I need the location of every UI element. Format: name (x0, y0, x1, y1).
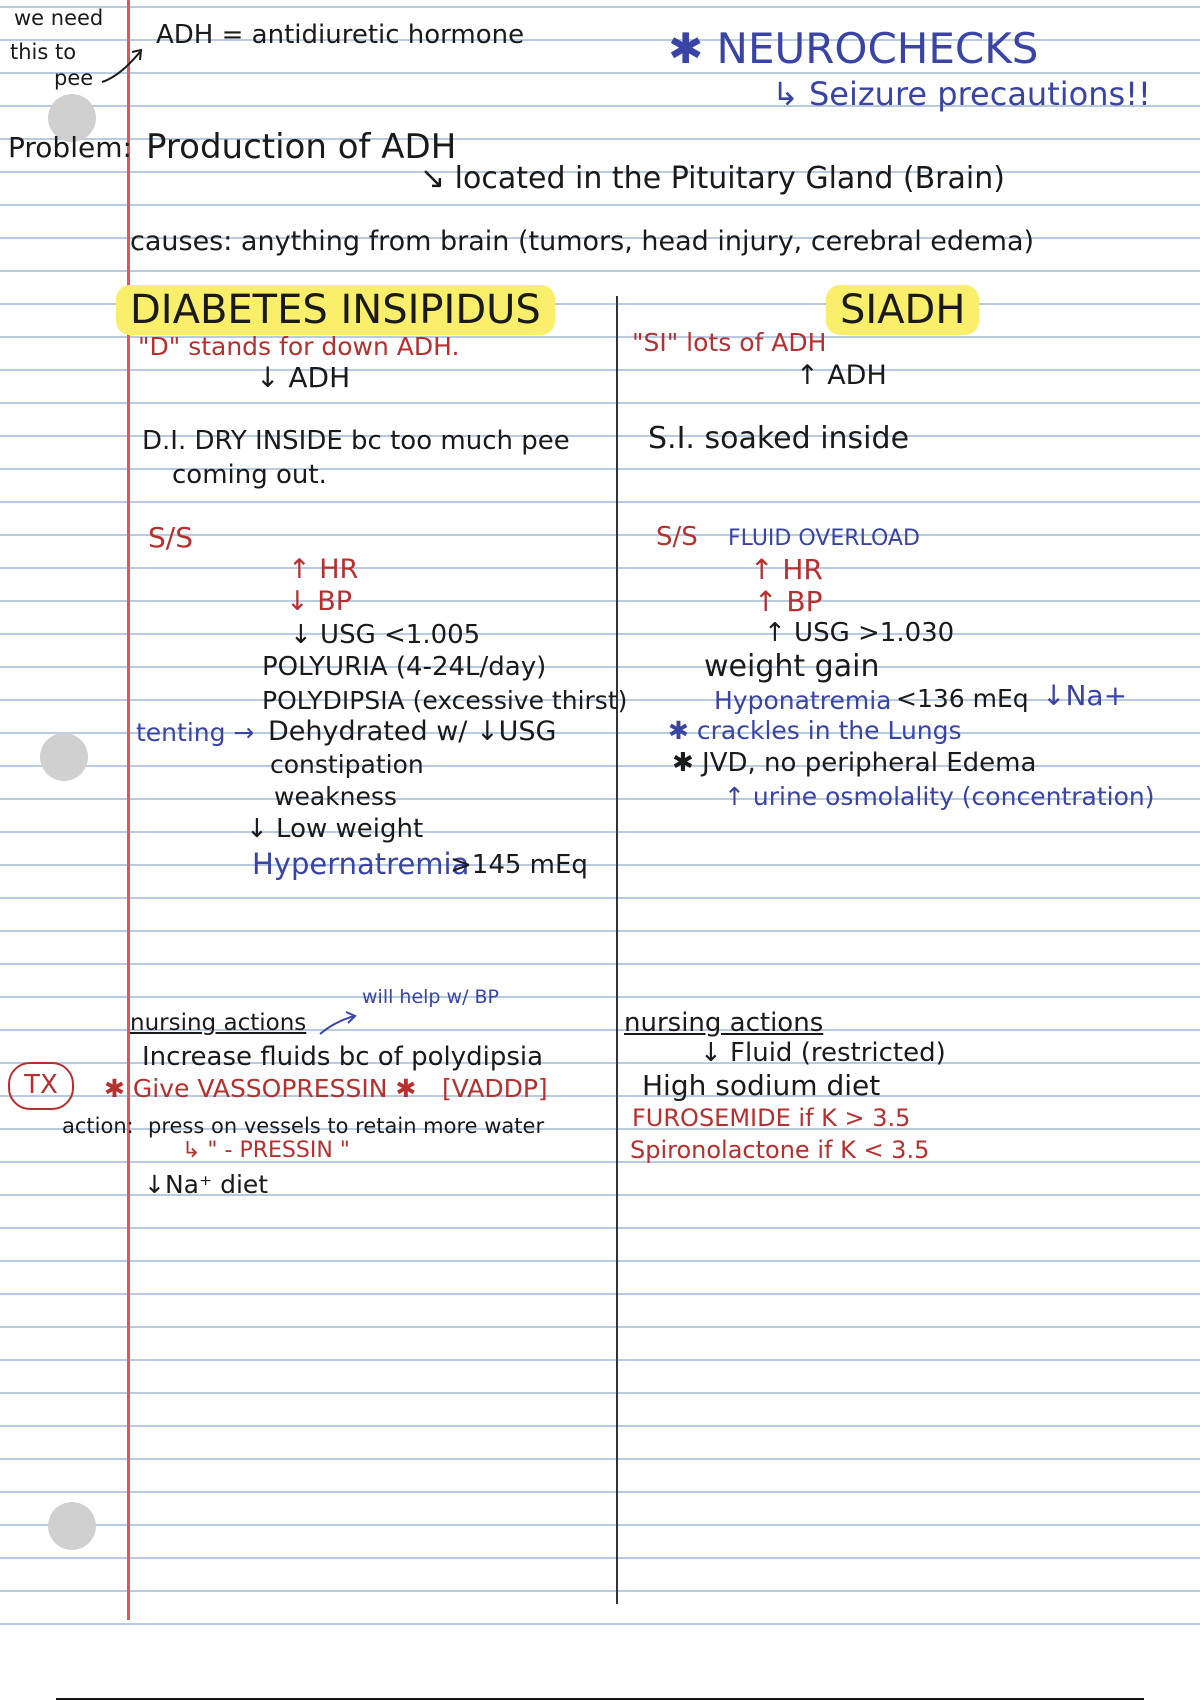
vaddp-mnemonic: [VADDP] (442, 1074, 548, 1103)
siadh-title (826, 287, 979, 333)
column-divider (616, 296, 618, 1604)
tenting-note: tenting → (136, 718, 255, 747)
siadh-hyponatremia-value: <136 mEq (896, 684, 1029, 713)
press-on-vessels: press on vessels to retain more water (148, 1114, 545, 1138)
siadh-weight-gain: weight gain (704, 649, 880, 684)
tx-badge: TX (8, 1062, 74, 1110)
arrow-icon (316, 1008, 360, 1038)
siadh-hr: ↑ HR (750, 553, 823, 586)
adh-definition: ADH = antidiuretic hormone (156, 20, 525, 50)
di-polyuria: POLYURIA (4-24L/day) (262, 652, 547, 682)
di-increase-fluids: Increase fluids bc of polydipsia (142, 1042, 544, 1072)
causes-text: causes: anything from brain (tumors, head injury, cerebral edema) (130, 226, 1035, 257)
di-usg: ↓ USG <1.005 (290, 620, 481, 650)
pituitary-location: ↘ located in the Pituitary Gland (Brain) (420, 161, 1005, 196)
di-hr: ↑ HR (288, 554, 359, 585)
siadh-up-adh: ↑ ADH (796, 360, 887, 391)
siadh-jvd: ✱ JVD, no peripheral Edema (672, 748, 1037, 778)
seizure-precautions: ↳ Seizure precautions!! (772, 75, 1151, 113)
siadh-urine-osmolality: ↑ urine osmolality (concentration) (724, 782, 1155, 811)
action-label: action: (62, 1114, 134, 1138)
si-lots-of-adh: "SI" lots of ADH (632, 328, 827, 357)
will-help-note: will help w/ BP (362, 986, 499, 1008)
pee-note: pee (54, 66, 94, 90)
di-title-text: DIABETES INSIPIDUS (116, 285, 555, 335)
di-hypernatremia-value: >145 mEq (450, 850, 588, 880)
d-stands-for: "D" stands for down ADH. (138, 332, 460, 361)
di-nursing-actions: nursing actions (130, 1010, 307, 1036)
siadh-fluid-restricted: ↓ Fluid (restricted) (700, 1038, 946, 1068)
give-vassopressin: ✱ Give VASSOPRESSIN ✱ (104, 1074, 417, 1103)
punch-hole-middle (40, 733, 88, 781)
this-to-note: this to (10, 40, 77, 64)
we-need-note: we need (14, 6, 104, 30)
siadh-high-sodium: High sodium diet (642, 1069, 881, 1102)
di-weakness: weakness (274, 782, 397, 811)
fluid-overload: FLUID OVERLOAD (728, 526, 920, 551)
di-bp: ↓ BP (286, 586, 353, 617)
arrow-icon (98, 46, 148, 86)
di-na-diet: ↓Na⁺ diet (144, 1170, 269, 1199)
di-constipation: constipation (270, 750, 424, 779)
dry-inside-line2: coming out. (172, 460, 327, 490)
neurochecks-heading: ✱ NEUROCHECKS (668, 24, 1039, 73)
siadh-na-down: ↓Na+ (1042, 679, 1128, 712)
di-low-weight: ↓ Low weight (246, 814, 424, 844)
di-dehydrated: Dehydrated w/ ↓USG (268, 716, 557, 747)
soaked-inside: S.I. soaked inside (648, 421, 910, 456)
dry-inside-line1: D.I. DRY INSIDE bc too much pee (142, 426, 570, 456)
siadh-title-text: SIADH (826, 285, 979, 335)
siadh-furosemide: FUROSEMIDE if K > 3.5 (632, 1104, 911, 1132)
siadh-bp: ↑ BP (754, 585, 823, 618)
di-ss-label: S/S (148, 521, 193, 554)
di-down-adh: ↓ ADH (256, 361, 351, 394)
punch-hole-bottom (48, 1502, 96, 1550)
siadh-nursing-actions: nursing actions (624, 1008, 824, 1038)
siadh-hyponatremia: Hyponatremia (714, 686, 892, 715)
siadh-spironolactone: Spironolactone if K < 3.5 (630, 1136, 930, 1164)
problem-text: Production of ADH (146, 127, 457, 167)
di-hypernatremia: Hypernatremia (252, 847, 470, 881)
siadh-crackles: ✱ crackles in the Lungs (668, 716, 962, 745)
di-polydipsia: POLYDIPSIA (excessive thirst) (262, 686, 628, 715)
di-title (116, 287, 555, 333)
problem-label: Problem: (8, 131, 132, 164)
bottom-margin (0, 1650, 1200, 1700)
siadh-usg: ↑ USG >1.030 (764, 618, 955, 648)
siadh-ss-label: S/S (656, 522, 698, 552)
pressin-note: ↳ " - PRESSIN " (182, 1138, 350, 1163)
